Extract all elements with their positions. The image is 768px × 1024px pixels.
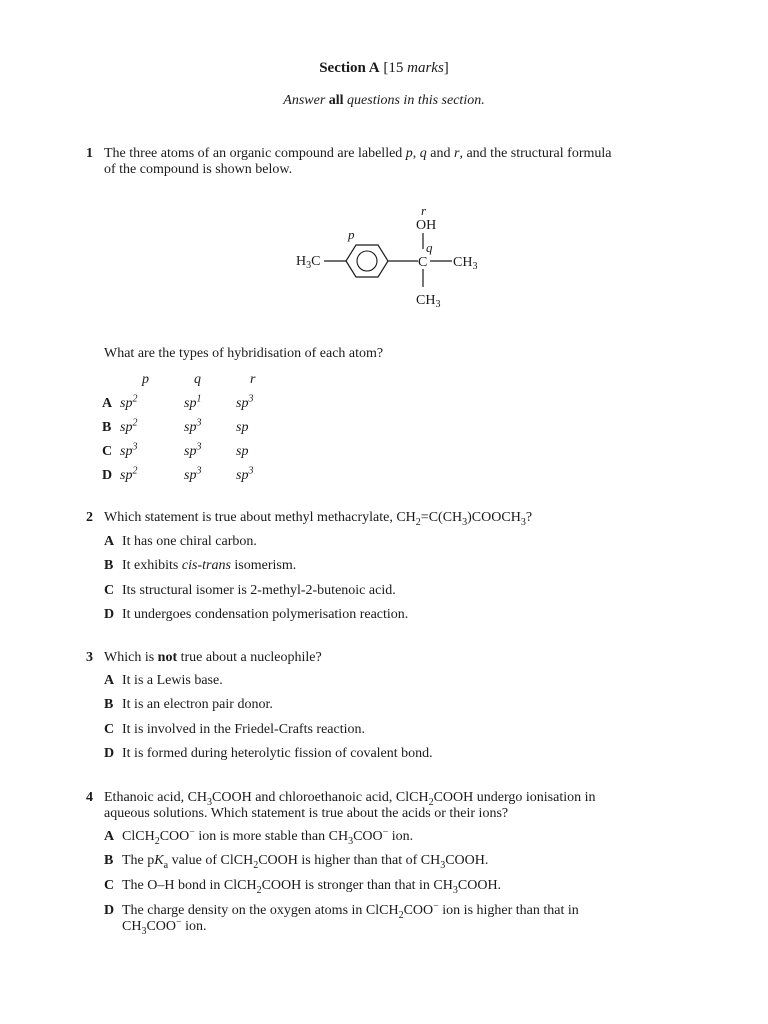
mol-right-group: $CH_3$	[453, 255, 478, 272]
instruction-pre: Answer	[283, 93, 326, 108]
q2-option-b[interactable]: B It exhibits cis-trans isomerism.	[104, 558, 297, 573]
q4-number: 4	[86, 790, 93, 805]
mol-center-atom: C	[418, 255, 428, 270]
mol-top-group: OH	[416, 218, 437, 233]
section-instruction	[0, 93, 768, 109]
mol-left-group: $H_3C$	[296, 254, 321, 271]
q4-option-a[interactable]: A ClCH$_2$COO− ion is more stable than $CH_3COO^-$ ion.	[104, 826, 414, 847]
benzene-ring	[346, 245, 388, 277]
section-marks: [15 marks]	[383, 60, 449, 76]
q1-header-p: p	[142, 372, 149, 387]
q1-number: 1	[86, 146, 93, 161]
q3-option-b[interactable]: B It is an electron pair donor.	[104, 697, 273, 712]
q2-number: 2	[86, 510, 93, 525]
q2-text: Which statement is true about methyl methacrylate, $CH_2=C(CH_3)COOCH_3$?	[104, 510, 533, 528]
q3-option-d[interactable]: D It is formed during heterolytic fission of covalent bond.	[104, 746, 433, 761]
q1-option-c[interactable]: C $sp^3$ $sp^3$ sp	[102, 441, 249, 459]
section-title	[0, 60, 768, 77]
mol-label-q: q	[426, 240, 433, 255]
mol-label-p: p	[348, 227, 355, 242]
q2-option-c[interactable]: C Its structural isomer is 2-methyl-2-butenoic acid.	[104, 583, 396, 598]
q1-options-table	[102, 368, 292, 488]
q4-text: Ethanoic acid, $CH_3COOH$ and chloroethanoic acid, ClCH$_2$COOH undergo ionisation in aqueous solutions. Which statement is true about the acids or their ions?	[104, 790, 596, 821]
mol-bottom-group: $CH_3$	[416, 293, 441, 310]
section-label: Section A	[319, 60, 380, 76]
q1-structural-formula	[290, 205, 490, 315]
q4-option-d[interactable]: D The charge density on the oxygen atoms in ClCH$_2$COO− ion is higher than that in $CH_3COO^-$ ion.	[104, 900, 579, 937]
q1-option-a[interactable]: A $sp^2$ $sp^1$ $sp^3$	[102, 393, 254, 411]
q3-number: 3	[86, 650, 93, 665]
q4-option-c[interactable]: C The O–H bond in ClCH$_2$COOH is stronger than that in $CH_3COOH$.	[104, 878, 502, 896]
q3-option-a[interactable]: A It is a Lewis base.	[104, 673, 223, 688]
q1-question: What are the types of hybridisation of each atom?	[104, 346, 384, 361]
q4-option-b[interactable]: B The $pK_a$ value of ClCH$_2$COOH is higher than that of $CH_3COOH$.	[104, 853, 489, 871]
q2-option-a[interactable]: A It has one chiral carbon.	[104, 534, 257, 549]
instruction-post: questions in this section.	[347, 93, 485, 108]
q3-text: Which is not true about a nucleophile?	[104, 650, 322, 665]
q1-option-b[interactable]: B $sp^2$ $sp^3$ sp	[102, 417, 249, 435]
q1-header-q: q	[194, 372, 201, 387]
instruction-bold: all	[328, 93, 344, 108]
q3-option-c[interactable]: C It is involved in the Friedel-Crafts reaction.	[104, 722, 365, 737]
q1-option-d[interactable]: D $sp^2$ $sp^3$ $sp^3$	[102, 465, 254, 483]
mol-label-r: r	[421, 205, 427, 218]
q2-option-d[interactable]: D It undergoes condensation polymerisation reaction.	[104, 607, 409, 622]
q1-text: The three atoms of an organic compound are labelled p, q and r, and the structural formula of the compound is shown below.	[104, 146, 612, 177]
q1-header-r: r	[250, 372, 256, 387]
